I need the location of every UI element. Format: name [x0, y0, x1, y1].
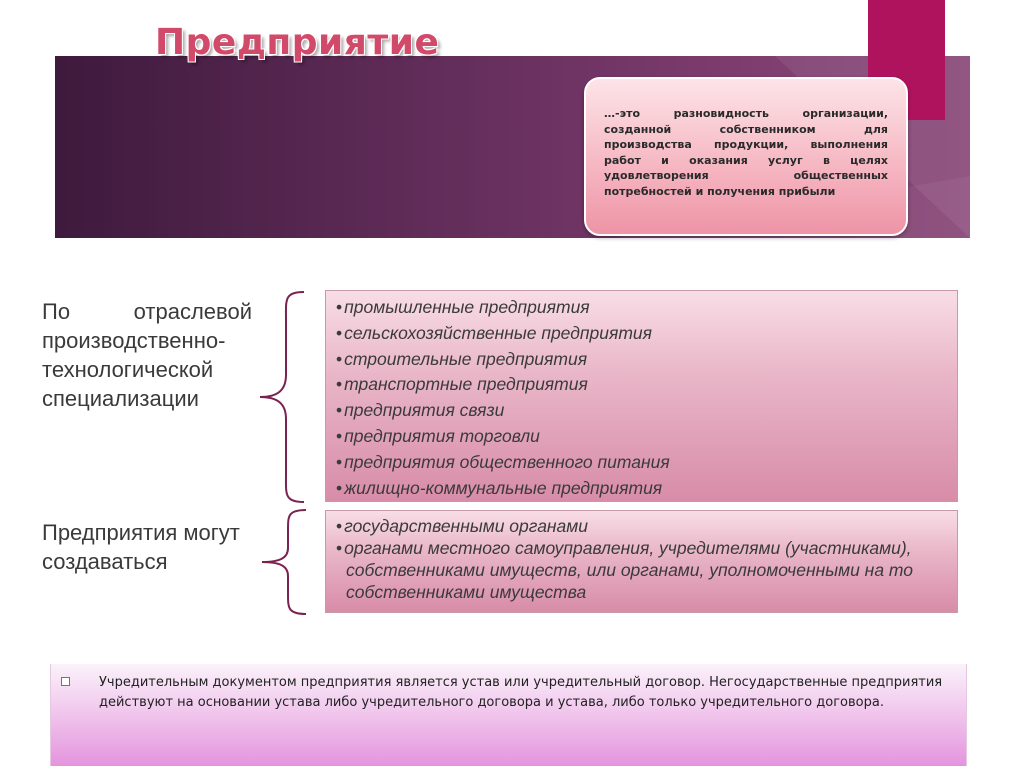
list-item: • предприятия связи: [336, 398, 947, 424]
brace-icon: [258, 508, 310, 616]
checkbox-bullet-icon: [61, 677, 70, 686]
list-item: • промышленные предприятия: [336, 295, 947, 321]
definition-callout: …-это разновидность организации, созданной собственником для производства продукции, выполнения работ и оказания услуг в целях удовлетворения общественных потребностей и получения прибыли: [584, 77, 908, 236]
list-item: • государственными органами: [336, 515, 947, 537]
specialization-list: [325, 290, 958, 502]
page-title: Предприятие: [155, 22, 440, 63]
list-item: • органами местного самоуправления, учредителями (участниками), собственниками имуществ, или органами, уполномоченными на то собственниками имущества: [336, 537, 947, 603]
list-item: • строительные предприятия: [336, 347, 947, 373]
founders-list: [325, 510, 958, 613]
specialization-label: По отраслевой производственно-технологической специализации: [42, 299, 252, 411]
list-item: • жилищно-коммунальные предприятия: [336, 476, 947, 502]
list-item: • сельскохозяйственные предприятия: [336, 321, 947, 347]
list-item: • предприятия торговли: [336, 424, 947, 450]
list-item: • предприятия общественного питания: [336, 450, 947, 476]
note-box: [50, 664, 967, 766]
note-text: Учредительным документом предприятия является устав или учредительный договор. Негосударственные предприятия действуют на основании устава либо учредительного договора и устава, либо только учредительного договора.: [99, 675, 943, 710]
brace-icon: [256, 290, 308, 504]
list-item: • транспортные предприятия: [336, 372, 947, 398]
founders-label: Предприятия могут создаваться: [42, 520, 240, 574]
